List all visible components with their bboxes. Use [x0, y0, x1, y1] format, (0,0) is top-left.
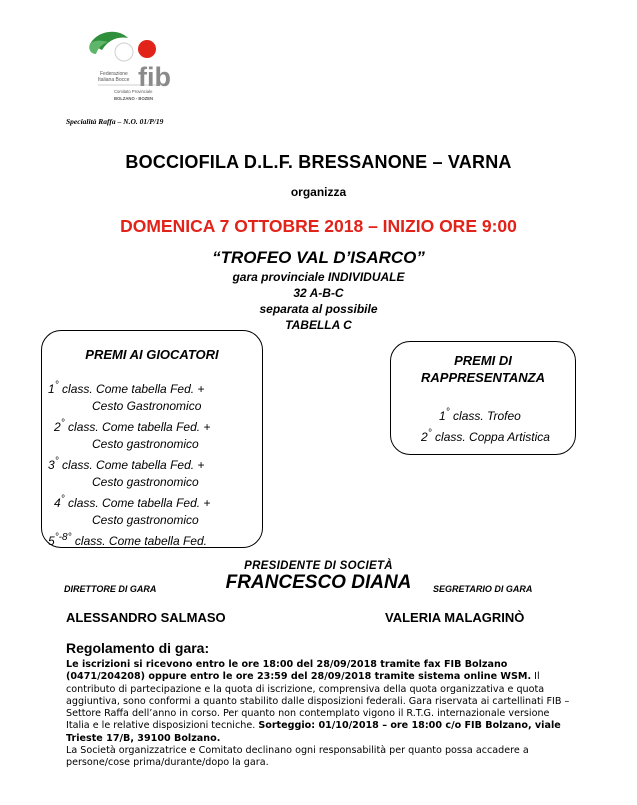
- rep-item-2: 2° class. Coppa Artistica: [421, 428, 550, 444]
- logo-line2: Italiana Bocce: [98, 77, 130, 83]
- detail-line-4: TABELLA C: [285, 318, 352, 332]
- prize-item-2-extra: Cesto gastronomico: [92, 437, 199, 451]
- director-name: ALESSANDRO SALMASO: [66, 610, 226, 625]
- prize-item-3: 3° class. Come tabella Fed. +: [48, 456, 205, 472]
- reference-code: Specialità Raffa – N.O. 01/P/19: [66, 117, 164, 126]
- fib-logo: [84, 28, 194, 110]
- rep-item-1: 1° class. Trofeo: [439, 407, 521, 423]
- organizza-label: organizza: [290, 185, 347, 199]
- club-title: BOCCIOFILA D.L.F. BRESSANONE – VARNA: [125, 152, 512, 172]
- rules-disclaimer: La Società organizzatrice e Comitato declinano ogni responsabilità per quanto possa accadere a persone/cose prima/durante/dopo la gara.: [66, 745, 529, 769]
- prize-item-4: 4° class. Come tabella Fed. +: [54, 494, 211, 510]
- rules-bold-1: Le iscrizioni si ricevono entro le ore 18:00 del 28/09/2018 tramite fax FIB Bolzano (0471/204208) oppure entro le ore 23:59 del 28/09/2018 tramite sistema online WSM.: [66, 659, 532, 683]
- logo-line3: Comitato Provinciale: [114, 89, 153, 94]
- rules-body: Il contributo di partecipazione e la quota di iscrizione, comprensiva della quota organizzativa e quota aggiuntiva, sono conformi a quanto stabilito dalle disposizioni federali. Gara riservata ai cartellinati FIB – Settore Raffa dell’anno in corso. Per quanto non contemplato vigono il R.T.G. internazionale versione Italia e le relative disposizioni tecniche.: [66, 671, 570, 732]
- player-prizes-list: [48, 377, 258, 550]
- prize-item-4-extra: Cesto gastronomico: [92, 513, 199, 527]
- detail-line-3: separata al possibile: [259, 302, 378, 316]
- logo-line4: BOLZANO - BOZEN: [114, 96, 154, 101]
- rules-text: [66, 659, 571, 770]
- secretary-label: SEGRETARIO DI GARA: [433, 584, 533, 594]
- representation-list: [421, 404, 571, 446]
- prize-item-1: 1° class. Come tabella Fed. +: [48, 380, 205, 396]
- prize-item-1-extra: Cesto Gastronomico: [92, 399, 202, 413]
- president-label: PRESIDENTE DI SOCIETÀ: [244, 560, 393, 572]
- secretary-name: VALERIA MALAGRINÒ: [385, 610, 525, 625]
- player-prizes-box: [41, 330, 263, 548]
- player-prizes-title: PREMI AI GIOCATORI: [85, 347, 219, 362]
- detail-line-2: 32 A-B-C: [293, 286, 344, 300]
- rules-heading: Regolamento di gara:: [66, 640, 210, 656]
- representation-prizes-box: [390, 341, 576, 455]
- trophy-name: “TROFEO VAL D’ISARCO”: [212, 248, 425, 267]
- logo-line1: Federazione: [100, 71, 128, 77]
- event-date: DOMENICA 7 OTTOBRE 2018 – INIZIO ORE 9:00: [120, 216, 517, 236]
- president-name: FRANCESCO DIANA: [225, 572, 412, 593]
- detail-line-1: gara provinciale INDIVIDUALE: [232, 270, 405, 284]
- prize-item-5: $5^{^\circ-8^\circ}$ class. Come tabella Fed.: [48, 532, 207, 548]
- director-label: DIRETTORE DI GARA: [64, 584, 157, 594]
- prize-item-3-extra: Cesto gastronomico: [92, 475, 199, 489]
- representation-title-2: RAPPRESENTANZA: [421, 370, 545, 385]
- representation-title-1: PREMI DI: [454, 353, 512, 368]
- rules-bold-2: Sorteggio: 01/10/2018 – ore 18:00 c/o FIB Bolzano, viale Trieste 17/B, 39100 Bolzano.: [66, 720, 561, 744]
- brand-text: fib: [138, 62, 171, 92]
- prize-item-2: 2° class. Come tabella Fed. +: [54, 418, 211, 434]
